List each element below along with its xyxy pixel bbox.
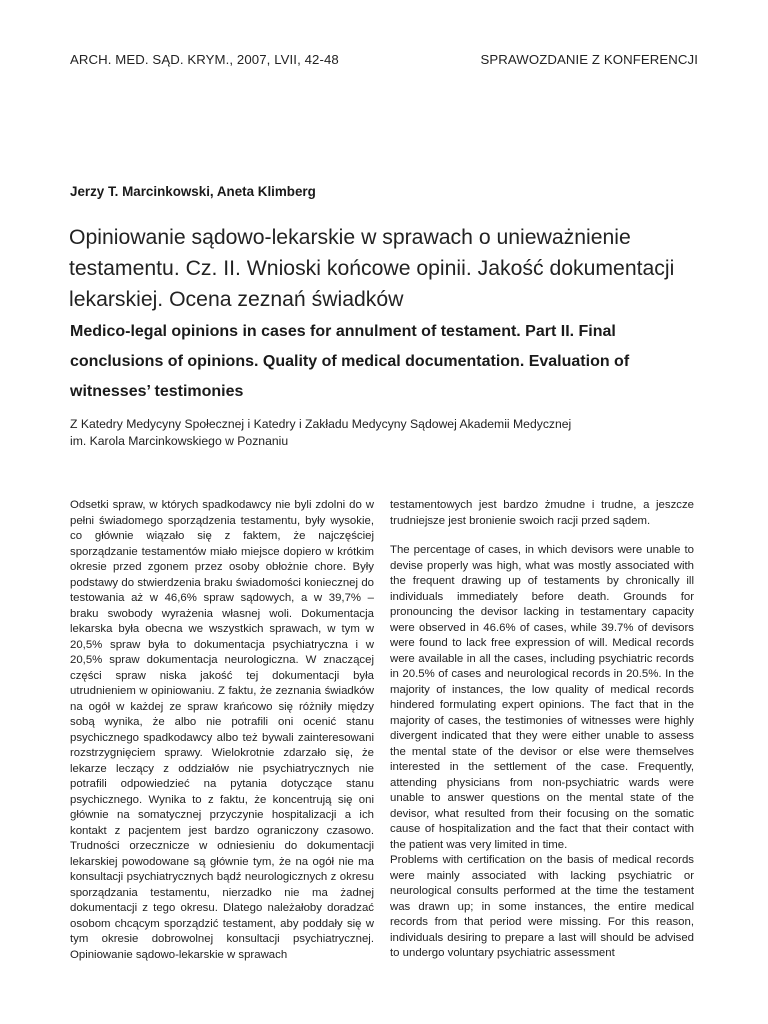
authors: Jerzy T. Marcinkowski, Aneta Klimberg	[70, 184, 316, 199]
affiliation-line: im. Karola Marcinkowskiego w Poznaniu	[70, 434, 289, 448]
paragraph: The percentage of cases, in which devisors were unable to devise properly was high, what was mostly associated with the frequent drawing up of testaments by chronically ill individuals immediately before death. Grounds for pronouncing the devisor lacking in testamentary capacity were observed in 46.6% of cases, while 39.7% of devisors were found to lack free expression of will. Medical records were available in all the cases, including psychiatric records in 20.5% of cases and neurological records in 20.5%. In the majority of instances, the low quality of medical records hindered formulating expert opinions. The fact that in the majority of cases, the testimonies of witnesses were highly divergent indicated that they were either unable to assess the mental state of the devisor or else were themselves interested in the settlement of the case. Frequently, attending physicians from non-psychiatric wards were unable to answer questions on the mental state of the devisor, what resulted from their focusing on the somatic cause of hospitalization and the fact that their contact with the patient was very limited in time.	[390, 544, 694, 851]
body-column-left	[70, 498, 374, 963]
body-column-right	[390, 498, 694, 962]
title-polish: Opiniowanie sądowo-lekarskie w sprawach o unieważnienie testamentu. Cz. II. Wnioski końcowe opinii. Jakość dokumentacji lekarskiej. Ocena zeznań świadków	[69, 226, 675, 311]
running-header	[70, 52, 698, 67]
section-label: SPRAWOZDANIE Z KONFERENCJI	[480, 52, 698, 67]
title-english: Medico-legal opinions in cases for annulment of testament. Part II. Final conclusions of opinions. Quality of medical documentation. Evaluation of witnesses’ testimonies	[70, 323, 630, 400]
journal-reference: ARCH. MED. SĄD. KRYM., 2007, LVII, 42-48	[70, 52, 339, 67]
paragraph: Problems with certification on the basis of medical records were mainly associated with lacking psychiatric or neurological consults performed at the time the testament was drawn up; in some instances, the entire medical records from that period were missing. For this reason, individuals desiring to prepare a last will should be advised to undergo voluntary psychiatric assessment	[390, 854, 694, 959]
affiliation	[70, 416, 690, 450]
paragraph: Odsetki spraw, w których spadkodawcy nie byli zdolni do w pełni świadomego sporządzenia testamentu, były wysokie, co głównie wiązało się z faktem, że najczęściej sporządzanie testamentów miało miejsce dopiero w krótkim okresie przed zgonem przez osoby obłożnie chore. Były podstawy do stwierdzenia braku świadomości koniecznej do testowania aż w 46,6% spraw sądowych, a w 39,7% – braku swobody wyrażenia własnej woli. Dokumentacja lekarska była obecna we wszystkich sprawach, w tym w 20,5% spraw była to dokumentacja psychiatryczna i w 20,5% spraw dokumentacja neurologiczna. W znaczącej części spraw niska jakość tej dokumentacji była utrudnieniem w opiniowaniu. Z faktu, że zeznania świadków na ogół w każdej ze spraw krańcowo się różniły między sobą wynika, że albo nie potrafili oni ocenić stanu psychicznego spadkodawcy albo też bywali zainteresowani rozstrzygnięciem sprawy. Wielokrotnie zdarzało się, że lekarze leczący z oddziałów nie psychiatrycznych nie potrafili odpowiedzieć na pytania dotyczące stanu psychicznego. Wynika to z faktu, że koncentrują się oni głównie na somatycznej przyczynie hospitalizacji a ich kontakt z pacjentem jest bardzo ograniczony czasowo. Trudności orzecznicze w odniesieniu do dokumentacji lekarskiej powodowane są głównie tym, że na ogół nie ma konsultacji psychiatrycznych bądź neurologicznych z okresu sporządzania testamentu, nierzadko nie ma żadnej dokumentacji z tego okresu. Dlatego należałoby doradzać osobom chcącym sporządzić testament, aby poddały się w tym okresie dobrowolnej konsultacji psychiatrycznej. Opiniowanie sądowo-lekarskie w sprawach	[70, 499, 374, 961]
paragraph: testamentowych jest bardzo żmudne i trudne, a jeszcze trudniejsze jest bronienie swoich racji przed sądem.	[390, 499, 694, 527]
affiliation-line: Z Katedry Medycyny Społecznej i Katedry i Zakładu Medycyny Sądowej Akademii Medycznej	[70, 417, 572, 431]
